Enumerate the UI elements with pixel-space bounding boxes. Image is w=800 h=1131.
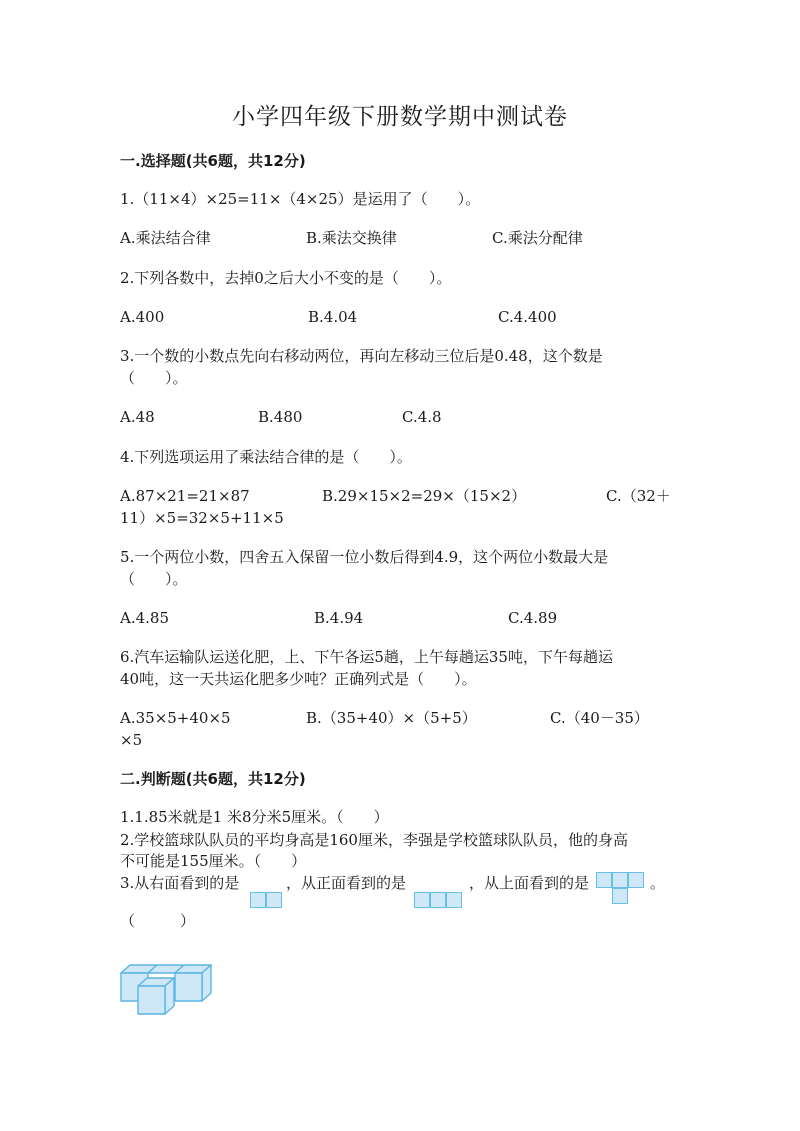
question-4-option-c: C.（32＋ xyxy=(606,487,671,505)
cube-face xyxy=(138,986,165,1014)
question-6-option-c: C.（40－35） xyxy=(550,709,649,727)
question-6-option-c-continued: ×5 xyxy=(120,731,143,749)
question-5-option-b: B.4.94 xyxy=(314,609,364,627)
view-square xyxy=(446,892,462,908)
question-3-option-c: C.4.8 xyxy=(402,408,442,426)
question-1-option-c: C.乘法分配律 xyxy=(492,229,583,247)
question-3-stem-line2: （ ）。 xyxy=(120,369,188,387)
section-1-heading: 一.选择题(共6题，共12分) xyxy=(120,152,306,170)
question-3-option-b: B.480 xyxy=(258,408,303,426)
question-5-option-c: C.4.89 xyxy=(508,609,558,627)
view-square xyxy=(430,892,446,908)
question-2-option-a: A.400 xyxy=(120,308,165,326)
question-3-stem-line1: 3.一个数的小数点先向右移动两位，再向左移动三位后是0.48，这个数是 xyxy=(120,347,603,365)
question-4-option-b: B.29×15×2=29×（15×2） xyxy=(322,487,527,505)
judgment-1: 1.1.85米就是1 米8分米5厘米。（ ） xyxy=(120,808,389,826)
judgment-3-part1: 3.从右面看到的是 xyxy=(120,874,240,892)
section-2-heading: 二.判断题(共6题，共12分) xyxy=(120,770,306,788)
question-5-stem-line1: 5.一个两位小数，四舍五入保留一位小数后得到4.9，这个两位小数最大是 xyxy=(120,548,609,566)
question-6-option-b: B.（35+40）×（5+5） xyxy=(306,709,477,727)
question-4-option-c-continued: 11）×5=32×5+11×5 xyxy=(120,509,284,527)
view-square xyxy=(612,888,628,904)
question-6-option-a: A.35×5+40×5 xyxy=(120,709,231,727)
view-square xyxy=(628,872,644,888)
judgment-2-line1: 2.学校篮球队队员的平均身高是160厘米，李强是学校篮球队队员，他的身高 xyxy=(120,831,628,849)
view-square xyxy=(596,872,612,888)
question-5-option-a: A.4.85 xyxy=(120,609,169,627)
question-2-stem: 2.下列各数中，去掉0之后大小不变的是（ ）。 xyxy=(120,269,452,287)
question-3-option-a: A.48 xyxy=(120,408,155,426)
question-4-option-a: A.87×21=21×87 xyxy=(120,487,250,505)
judgment-3-part2: ，从正面看到的是 xyxy=(286,874,407,892)
question-5-stem-line2: （ ）。 xyxy=(120,570,188,588)
view-square xyxy=(414,892,430,908)
question-1-stem: 1.（11×4）×25=11×（4×25）是运用了（ ）。 xyxy=(120,190,481,208)
view-square xyxy=(266,892,282,908)
question-1-option-b: B.乘法交换律 xyxy=(306,229,397,247)
page-title: 小学四年级下册数学期中测试卷 xyxy=(232,104,568,130)
judgment-3-part3: ，从上面看到的是 xyxy=(469,874,590,892)
question-6-stem-line1: 6.汽车运输队运送化肥，上、下午各运5趟，上午每趟运35吨，下午每趟运 xyxy=(120,648,613,666)
judgment-3-answer-blank: （ ） xyxy=(120,912,196,930)
view-square xyxy=(612,872,628,888)
cube-stack-figure xyxy=(118,962,218,1018)
question-1-option-a: A.乘法结合律 xyxy=(120,229,211,247)
cube-face xyxy=(175,973,202,1001)
question-2-option-c: C.4.400 xyxy=(498,308,557,326)
view-square xyxy=(250,892,266,908)
judgment-2-line2: 不可能是155厘米。（ ） xyxy=(120,852,307,870)
question-2-option-b: B.4.04 xyxy=(308,308,358,326)
question-6-stem-line2: 40吨，这一天共运化肥多少吨？正确列式是（ ）。 xyxy=(120,670,477,688)
judgment-3-part4: 。 xyxy=(650,874,666,892)
question-4-stem: 4.下列选项运用了乘法结合律的是（ ）。 xyxy=(120,448,412,466)
